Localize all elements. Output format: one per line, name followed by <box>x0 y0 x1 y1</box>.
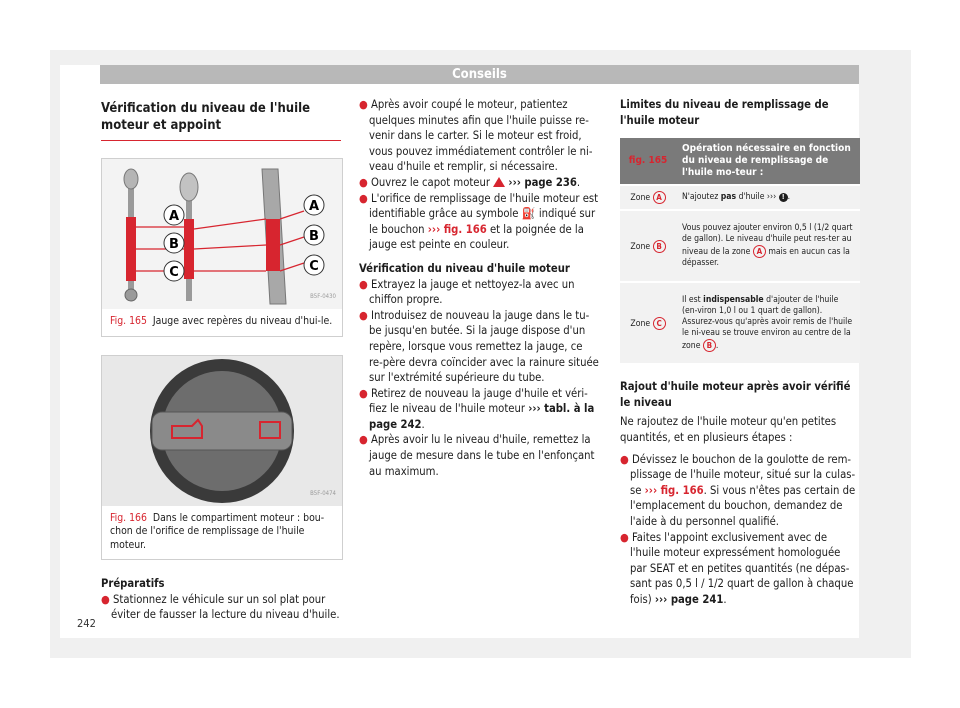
table-row: Zone A N'ajoutez pas d'huile ››› ! . <box>620 185 860 210</box>
prep-item: ● Stationnez le véhicule sur un sol plat pour éviter de fausser la lecture du niveau d'huile. <box>101 592 340 622</box>
warning-icon: ! <box>779 193 788 202</box>
label-c-right: C <box>309 259 319 274</box>
bullet-icon: ● <box>359 308 368 322</box>
chapter-header: Conseils <box>100 65 859 84</box>
step-item: ● Ouvrez le capot moteur ››› page 236. <box>359 175 581 189</box>
page-number: 242 <box>77 617 96 630</box>
figure-link[interactable]: ››› fig. 166 <box>644 483 704 497</box>
page-link[interactable]: ››› page 236 <box>508 175 577 189</box>
step-item: ● L'orifice de remplissage de l'huile moteur est identifiable grâce au symbole ⛽ indiqué sur le bouchon ››› fig. 166 et la poignée de la jauge est peinte en couleur. <box>359 191 599 252</box>
refill-item: ● Faites l'appoint exclusivement avec de l'huile moteur expressément homologuée par SEAT et en petites quantités (ne dépas-sant pas 0,5 l / 1/2 quart de gallon à chaque fois) ››› page 241. <box>620 530 854 606</box>
bullet-icon: ● <box>101 592 110 606</box>
figure-166 <box>101 355 343 561</box>
zone-letter: A <box>653 191 666 204</box>
bullet-icon: ● <box>359 386 368 400</box>
figure-165 <box>101 158 343 337</box>
step-item: ● Extrayez la jauge et nettoyez-la avec un chiffon propre. <box>359 277 575 307</box>
bullet-icon: ● <box>620 452 629 466</box>
label-b: B <box>169 237 179 252</box>
figure-number: Fig. 165 <box>110 315 147 327</box>
oil-can-icon: ⛽ <box>521 207 536 221</box>
caption-text: Dans le compartiment moteur : bou-chon de l'orifice de remplissage de l'huile moteur. <box>110 511 325 551</box>
bullet-icon: ● <box>359 433 368 447</box>
figure-link[interactable]: ››› fig. 166 <box>427 222 487 236</box>
label-a-right: A <box>308 199 320 214</box>
bullet-icon: ● <box>359 98 368 111</box>
bullet-icon: ● <box>359 277 368 291</box>
figure-caption <box>102 309 342 336</box>
zone-letter: B <box>653 240 666 253</box>
step-item: ● Après avoir lu le niveau d'huile, remettez la jauge de mesure dans le tube en l'enfonçant au maximum. <box>359 433 595 478</box>
middle-column <box>359 97 599 479</box>
oil-cap-illustration <box>102 356 342 506</box>
figure-code: B5F-0474 <box>310 489 336 497</box>
label-c: C <box>169 265 179 280</box>
table-head-op: Opération nécessaire en fonction du niveau de remplissage de l'huile mo-teur : <box>676 138 860 185</box>
caption-text: Jauge avec repères du niveau d'hui-le. <box>152 315 333 327</box>
left-column <box>101 100 341 623</box>
step-item: ● Après avoir coupé le moteur, patientez quelques minutes afin que l'huile puisse re-venir dans le carter. Si le moteur est froid, vous pouvez immédiatement contrôler le ni-veau d'huile et remplir, si nécessaire. <box>359 98 593 174</box>
check-title: Vérification du niveau d'huile moteur <box>359 261 570 275</box>
table-row: Zone B Vous pouvez ajouter environ 0,5 l (1/2 quart de gallon). Le niveau d'huile peut res-ter au niveau de la zone A mais en aucun cas la dépasser. <box>620 210 860 282</box>
table-head-fig: fig. 165 <box>620 138 676 185</box>
dipstick-diagram <box>102 159 342 309</box>
oil-cap-diagram <box>102 356 342 506</box>
figure-number: Fig. 166 <box>110 511 147 524</box>
warning-icon <box>493 177 505 187</box>
prep-title: Préparatifs <box>101 577 165 590</box>
oil-level-table <box>620 138 860 363</box>
table-row: Zone C Il est indispensable d'ajouter de l'huile (en-viron 1,0 l ou 1 quart de gallon). Assurez-vous qu'après avoir remis de l'huile le ni-veau se trouve environ au centre de la zone B . <box>620 282 860 363</box>
right-column <box>620 97 859 608</box>
section-title: Vérification du niveau de l'huile moteur et appoint <box>101 100 341 141</box>
refill-intro: Ne rajoutez de l'huile moteur qu'en petites quantités, et en plusieurs étapes : <box>620 415 837 444</box>
label-b-right: B <box>309 229 319 244</box>
bullet-icon: ● <box>620 530 629 544</box>
step-item: ● Retirez de nouveau la jauge d'huile et véri-fiez le niveau de l'huile moteur ››› tabl. à la page 242. <box>359 386 595 431</box>
refill-item: ● Dévissez le bouchon de la goulotte de rem-plissage de l'huile moteur, situé sur la culas-se ››› fig. 166. Si vous n'êtes pas certain de l'emplacement du bouchon, demandez de l'aide à du personnel qualifié. <box>620 452 856 528</box>
dipstick-illustration <box>102 159 342 309</box>
bullet-icon: ● <box>359 175 368 189</box>
table-link[interactable]: ››› tabl. à la page 242 <box>369 402 595 431</box>
figure-code: B5F-0430 <box>310 293 336 301</box>
refill-title: Rajout d'huile moteur après avoir vérifié le niveau <box>620 380 851 409</box>
zone-letter: C <box>653 317 666 330</box>
figure-caption <box>102 506 342 560</box>
page-link[interactable]: ››› page 241 <box>654 592 724 606</box>
bullet-icon: ● <box>359 191 368 205</box>
label-a: A <box>168 209 180 224</box>
table-title: Limites du niveau de remplissage de l'huile moteur <box>620 98 829 127</box>
step-item: ● Introduisez de nouveau la jauge dans le tu-be jusqu'en butée. Si la jauge dispose d'un repère, lorsque vous remettez la jauge, ce re-père devra coïncider avec la rainure située sur l'extrémité supérieure du tube. <box>359 308 599 385</box>
